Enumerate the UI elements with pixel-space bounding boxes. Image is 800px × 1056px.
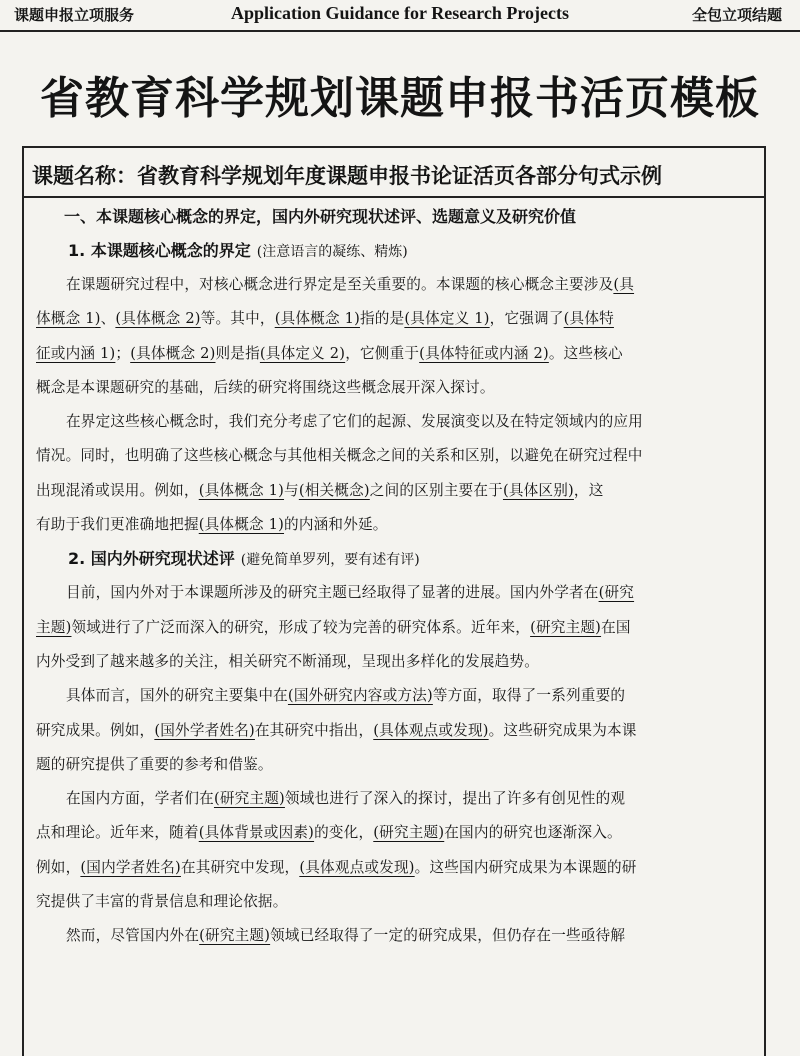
paragraph-line — [36, 782, 756, 816]
text-run: 在国 — [601, 618, 631, 636]
paragraph — [36, 919, 756, 953]
running-header — [0, 0, 800, 32]
text-run: 则是指 — [215, 344, 260, 362]
text-run: 的变化， — [314, 824, 374, 842]
paragraph-line — [36, 439, 756, 473]
text-run: 内外受到了越来越多的关注，相关研究不断涌现，呈现出多样化的发展趋势。 — [36, 652, 539, 670]
text-run: 在课题研究过程中，对核心概念进行界定是至关重要的。本课题的核心概念主要涉及 — [66, 276, 614, 293]
text-run: 在其研究中发现， — [180, 858, 300, 876]
placeholder-field: (研究主题) — [530, 618, 602, 636]
paragraph-line — [36, 714, 756, 748]
subsection-heading-2 — [36, 542, 756, 576]
text-run: 究提供了丰富的背景信息和理论依据。 — [36, 893, 288, 911]
paragraph — [36, 268, 756, 405]
placeholder-field: (研究主题) — [373, 824, 445, 842]
paragraph-line — [36, 302, 756, 336]
placeholder-field: 主题) — [36, 618, 72, 636]
text-run: 在其研究中指出， — [254, 721, 374, 739]
header-center-text: Application Guidance for Research Projects — [231, 3, 569, 23]
placeholder-field: (具体概念 2) — [130, 344, 216, 362]
placeholder-field: 体概念 1) — [36, 310, 101, 328]
text-run: 概念是本课题研究的基础，后续的研究将围绕这些概念展开深入探讨。 — [36, 378, 495, 396]
paragraph-line — [36, 816, 756, 850]
subsection-2-note: (避免简单罗列，要有述有评) — [240, 552, 420, 569]
text-run: 的内涵和外延。 — [284, 516, 388, 534]
paragraph — [36, 576, 756, 679]
text-run: 目前，国内外对于本课题所涉及的研究主题已经取得了显著的进展。国内外学者在 — [66, 584, 599, 602]
placeholder-field: (国外学者姓名) — [154, 721, 255, 739]
paragraph — [36, 405, 756, 542]
paragraph-line — [36, 645, 756, 679]
text-run: ，这 — [573, 481, 604, 499]
placeholder-field: 征或内涵 1) — [36, 344, 116, 362]
paragraph-line — [36, 885, 756, 919]
placeholder-field: (具体概念 2) — [115, 310, 201, 328]
paragraph-line — [36, 405, 756, 439]
text-run: 。这些国内研究成果为本课题的研 — [414, 858, 637, 876]
text-run: 在国内的研究也逐渐深入。 — [444, 824, 622, 842]
text-run: 之间的区别主要在于 — [369, 481, 503, 499]
placeholder-field: (具体背景或因素) — [198, 824, 315, 842]
placeholder-field: (相关概念) — [298, 481, 370, 499]
subsection-2-title: 2. 国内外研究现状述评 — [68, 549, 235, 569]
paragraph-line — [36, 268, 756, 302]
text-run: 有助于我们更准确地把握 — [36, 516, 199, 534]
paragraph-line — [36, 371, 756, 405]
placeholder-field: (研究主题) — [199, 927, 271, 945]
text-run: 指的是 — [359, 310, 405, 328]
placeholder-field: (具体定义 2) — [259, 344, 346, 362]
text-run: 具体而言，国外的研究主要集中在 — [66, 687, 288, 705]
paragraph-line — [36, 919, 756, 953]
paragraph — [36, 782, 756, 919]
text-run: ，它侧重于 — [345, 344, 420, 362]
paragraph-line — [36, 679, 756, 713]
subsection-heading-1 — [36, 234, 756, 268]
placeholder-field: (具体概念 1) — [274, 310, 360, 328]
paragraph-line — [36, 851, 756, 885]
placeholder-field: (具体概念 1) — [198, 481, 285, 499]
text-run: 领域也进行了深入的探讨，提出了许多有创见性的观 — [284, 790, 626, 808]
placeholder-field: (具体观点或发现) — [299, 858, 415, 876]
document-body — [36, 200, 756, 954]
paragraph-line — [36, 337, 756, 371]
placeholder-field: (具 — [613, 276, 635, 293]
text-run: ； — [115, 344, 131, 362]
text-run: 然而，尽管国内外在 — [66, 927, 200, 945]
section-heading: 一、本课题核心概念的界定，国内外研究现状述评、选题意义及研究价值 — [64, 207, 577, 226]
header-right-text: 全包立项结题 — [691, 6, 782, 24]
header-left-text: 课题申报立项服务 — [14, 6, 135, 24]
text-run: 、 — [100, 310, 116, 328]
text-run: 领域进行了广泛而深入的研究，形成了较为完善的研究体系。近年来， — [71, 618, 531, 636]
text-run: 在国内方面，学者们在 — [66, 790, 214, 808]
text-run: 出现混淆或误用。例如， — [36, 481, 199, 499]
paragraph-line — [36, 474, 756, 508]
text-run: 情况。同时，也明确了这些核心概念与其他相关概念之间的关系和区别，以避免在研究过程中 — [36, 447, 643, 465]
text-run: 。这些研究成果为本课 — [488, 721, 637, 739]
text-run: 等。其中， — [200, 310, 275, 328]
project-title: 课题名称：省教育科学规划年度课题申报书论证活页各部分句式示例 — [22, 146, 766, 198]
placeholder-field: (具体区别) — [502, 481, 574, 499]
paragraph-line — [36, 611, 756, 645]
paragraph — [36, 679, 756, 782]
paragraph-line — [36, 576, 756, 610]
text-run: 与 — [284, 481, 299, 499]
document-title: 省教育科学规划课题申报书活页模板 — [40, 73, 760, 124]
placeholder-field: (具体特 — [563, 310, 614, 328]
text-run: 例如， — [36, 858, 81, 876]
subsection-1-title: 1. 本课题核心概念的界定 — [68, 241, 251, 260]
placeholder-field: (研究主题) — [213, 790, 285, 808]
placeholder-field: (具体特征或内涵 2) — [419, 344, 549, 362]
placeholder-field: (具体观点或发现) — [373, 721, 489, 739]
paragraph-line — [36, 748, 756, 782]
placeholder-field: (研究 — [598, 584, 635, 602]
placeholder-field: (具体概念 1) — [198, 516, 285, 534]
text-run: 题的研究提供了重要的参考和借鉴。 — [36, 755, 273, 773]
text-run: 等方面，取得了一系列重要的 — [432, 687, 626, 705]
text-run: ，它强调了 — [489, 310, 564, 328]
placeholder-field: (国内学者姓名) — [80, 858, 181, 876]
subsection-1-note: (注意语言的凝练、精炼) — [256, 244, 408, 260]
paragraph-line — [36, 508, 756, 542]
text-run: 领域已经取得了一定的研究成果，但仍存在一些亟待解 — [270, 927, 626, 945]
placeholder-field: (国外研究内容或方法) — [287, 687, 433, 705]
text-run: 。这些核心 — [548, 344, 623, 362]
text-run: 研究成果。例如， — [36, 721, 155, 739]
text-run: 点和理论。近年来，随着 — [36, 824, 199, 842]
text-run: 在界定这些核心概念时，我们充分考虑了它们的起源、发展演变以及在特定领域内的应用 — [66, 413, 643, 431]
placeholder-field: (具体定义 1) — [404, 310, 490, 328]
